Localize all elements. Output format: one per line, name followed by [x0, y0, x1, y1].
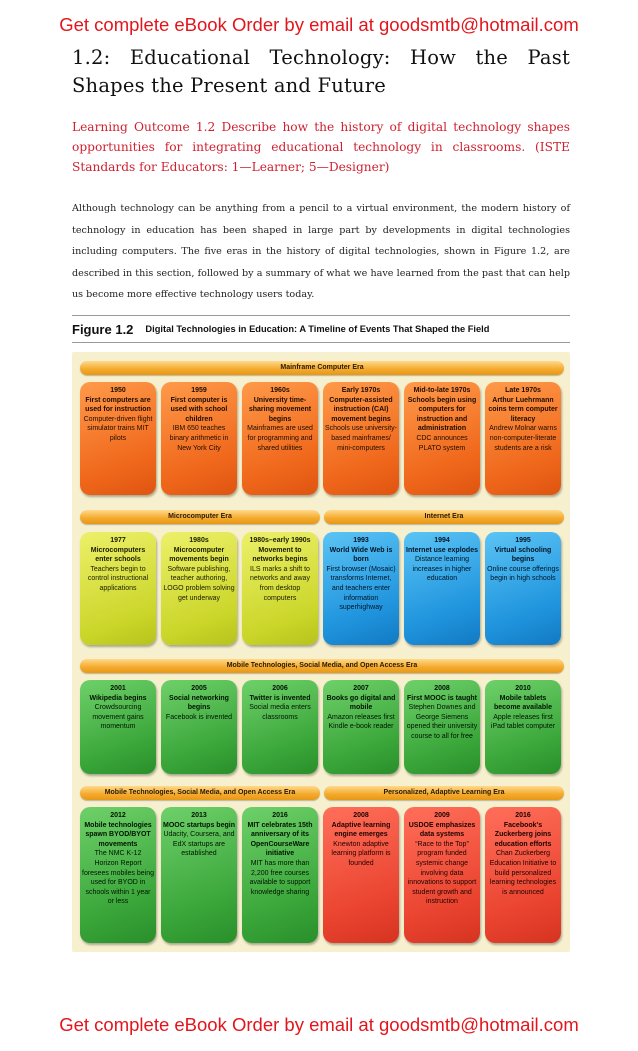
card-description: Stephen Downes and George Siemens opened their university course to all for free — [406, 704, 478, 740]
card-year: 2009 — [434, 812, 450, 819]
timeline-figure — [72, 352, 570, 952]
timeline-card — [485, 680, 561, 774]
card-heading: Microcomputers enter schools — [90, 546, 146, 564]
card-year: 1980s–early 1990s — [249, 537, 311, 544]
card-heading: MIT celebrates 15th anniversary of its OpenCourseWare initiative — [247, 821, 313, 858]
timeline-card — [161, 680, 237, 774]
timeline-card — [323, 680, 399, 774]
card-year: 2016 — [272, 812, 288, 819]
card-description: Knewton adaptive learning platform is founded — [331, 840, 391, 867]
timeline-card — [323, 382, 399, 495]
card-description: The NMC K-12 Horizon Report foresees mobiles being used for BYOD in schools within 1 year or less — [82, 850, 154, 906]
timeline-card — [242, 807, 318, 943]
card-description: Social media enters classrooms — [249, 704, 311, 721]
card-year: 2008 — [434, 685, 450, 692]
card-heading: Internet use explodes — [406, 546, 478, 554]
card-year: 1960s — [270, 387, 290, 394]
era-bar-microcomputer: Microcomputer Era — [80, 510, 320, 524]
timeline-card — [161, 382, 237, 495]
timeline-card — [404, 382, 480, 495]
timeline-card — [404, 680, 480, 774]
card-year: 2007 — [353, 685, 369, 692]
timeline-card — [323, 532, 399, 645]
card-heading: Mobile technologies spawn BYOD/BYOT movements — [84, 821, 152, 848]
card-description: Amazon releases first Kindle e-book reader — [327, 713, 395, 731]
timeline-card — [485, 382, 561, 495]
card-description: Udacity, Coursera, and EdX startups are established — [163, 831, 235, 858]
era-bar-mainframe: Mainframe Computer Era — [80, 361, 564, 375]
card-description: CDC announces PLATO system — [416, 434, 468, 452]
card-heading: Virtual schooling begins — [494, 546, 552, 564]
promo-banner-top: Get complete eBook Order by email at goodsmtb@hotmail.com — [59, 14, 579, 35]
card-heading: Schools begin using computers for instruction and administration — [407, 396, 477, 433]
card-description: MIT has more than 2,200 free courses available to support knowledge sharing — [249, 859, 311, 896]
card-year: 1950 — [110, 387, 126, 394]
card-year: 2008 — [353, 812, 369, 819]
learning-outcome: Learning Outcome 1.2 Describe how the history of digital technology shapes opportunities for integrating educational technology in classrooms. (ISTE Standards for Educators: 1—Learner; 5—Designer) — [72, 120, 570, 174]
timeline-card — [404, 532, 480, 645]
timeline-card — [323, 807, 399, 943]
card-heading: World Wide Web is born — [329, 546, 393, 564]
card-year: 1995 — [515, 537, 531, 544]
figure-caption: Digital Technologies in Education: A Timeline of Events That Shaped the Field — [145, 324, 490, 334]
card-year: Late 1970s — [505, 387, 541, 394]
card-description: ILS marks a shift to networks and away from desktop computers — [250, 565, 310, 602]
card-heading: Books go digital and mobile — [326, 694, 396, 712]
card-year: 2013 — [191, 812, 207, 819]
card-year: 2001 — [110, 685, 126, 692]
timeline-card — [242, 382, 318, 495]
timeline-card — [80, 807, 156, 943]
card-year: 2010 — [515, 685, 531, 692]
card-description: “Race to the Top” program funded systemic change involving data innovations to support student growth and instruction — [407, 840, 477, 906]
card-year: 1980s — [189, 537, 209, 544]
timeline-card — [485, 807, 561, 943]
card-description: Facebook is invented — [165, 713, 233, 721]
card-heading: Mobile tablets become available — [494, 694, 552, 712]
card-description: Chan Zuckerberg Education Initiative to build personalized learning technologies is announced — [489, 850, 557, 896]
card-description: Software publishing, teacher authoring, LOGO problem solving get underway — [163, 565, 235, 602]
era-bar-mobile-social: Mobile Technologies, Social Media, and Open Access Era — [80, 659, 564, 673]
card-year: 1993 — [353, 537, 369, 544]
figure-label: Figure 1.2 — [72, 321, 134, 337]
card-description: Mainframes are used for programming and shared utilities — [247, 425, 313, 452]
card-year: 2012 — [110, 812, 126, 819]
card-year: 2006 — [272, 685, 288, 692]
card-heading: First computers are used for instruction — [85, 396, 151, 414]
card-description: Teachers begin to control instructional applications — [87, 565, 149, 592]
timeline-card — [485, 532, 561, 645]
card-description: First browser (Mosaic) transforms Internet, and teachers enter information superhighway — [326, 565, 396, 612]
card-year: 2005 — [191, 685, 207, 692]
card-year: 1959 — [191, 387, 207, 394]
card-year: Mid-to-late 1970s — [413, 387, 471, 394]
card-heading: Adaptive learning engine emerges — [331, 821, 391, 839]
body-paragraph: Although technology can be anything from a pencil to a virtual environment, the modern history of technology in education has been shaped in large part by developments in digital technologies including computers. The five eras in the history of digital technologies, shown in Figure 1.2, are described in this section, followed by a summary of what we have learned from the past that can help us become more effective technology users today. — [72, 203, 570, 300]
card-description: IBM 650 teaches binary arithmetic in New York City — [169, 425, 229, 452]
card-heading: Computer-assisted instruction (CAI) movement begins — [329, 396, 393, 423]
timeline-card — [404, 807, 480, 943]
card-year: Early 1970s — [341, 387, 381, 394]
timeline-card — [80, 382, 156, 495]
card-heading: Facebook's Zuckerberg joins education efforts — [494, 821, 552, 848]
card-description: Apple releases first iPad tablet computer — [490, 713, 556, 731]
era-bar-mobile-social-2: Mobile Technologies, Social Media, and Open Access Era — [80, 786, 320, 800]
card-heading: USDOE emphasizes data systems — [408, 821, 476, 839]
section-title: 1.2: Educational Technology: How the Past Shapes the Present and Future — [72, 46, 570, 97]
timeline-card — [161, 532, 237, 645]
card-year: 1994 — [434, 537, 450, 544]
timeline-card — [80, 532, 156, 645]
card-heading: Social networking begins — [169, 694, 229, 712]
card-heading: First MOOC is taught — [407, 694, 477, 702]
timeline-card — [242, 532, 318, 645]
card-description: Online course offerings begin in high schools — [487, 565, 559, 583]
card-heading: Twitter is invented — [249, 694, 311, 702]
timeline-card — [161, 807, 237, 943]
figure-header — [72, 315, 570, 343]
card-year: 2016 — [515, 812, 531, 819]
card-heading: Wikipedia begins — [89, 694, 147, 702]
card-heading: Arthur Luehrmann coins term computer literacy — [488, 396, 558, 423]
card-description: Crowdsourcing movement gains momentum — [92, 704, 144, 731]
card-description: Computer-driven flight simulator trains MIT pilots — [83, 415, 153, 442]
promo-banner-bottom: Get complete eBook Order by email at goodsmtb@hotmail.com — [59, 1014, 579, 1035]
card-description: Andrew Molnar warns non-computer-literate students are a risk — [489, 425, 557, 452]
card-description: Schools use university-based mainframes/ mini-computers — [325, 425, 397, 452]
card-heading: University time-sharing movement begins — [248, 396, 312, 423]
era-bar-personalized-adaptive: Personalized, Adaptive Learning Era — [324, 786, 564, 800]
card-heading: First computer is used with school children — [170, 396, 228, 423]
era-bar-internet: Internet Era — [324, 510, 564, 524]
timeline-card — [242, 680, 318, 774]
card-description: Distance learning increases in higher education — [412, 556, 472, 583]
card-year: 1977 — [110, 537, 126, 544]
card-heading: Microcomputer movements begin — [169, 546, 229, 564]
card-heading: Movement to networks begins — [252, 546, 308, 564]
card-heading: MOOC startups begin — [163, 821, 235, 829]
timeline-card — [80, 680, 156, 774]
